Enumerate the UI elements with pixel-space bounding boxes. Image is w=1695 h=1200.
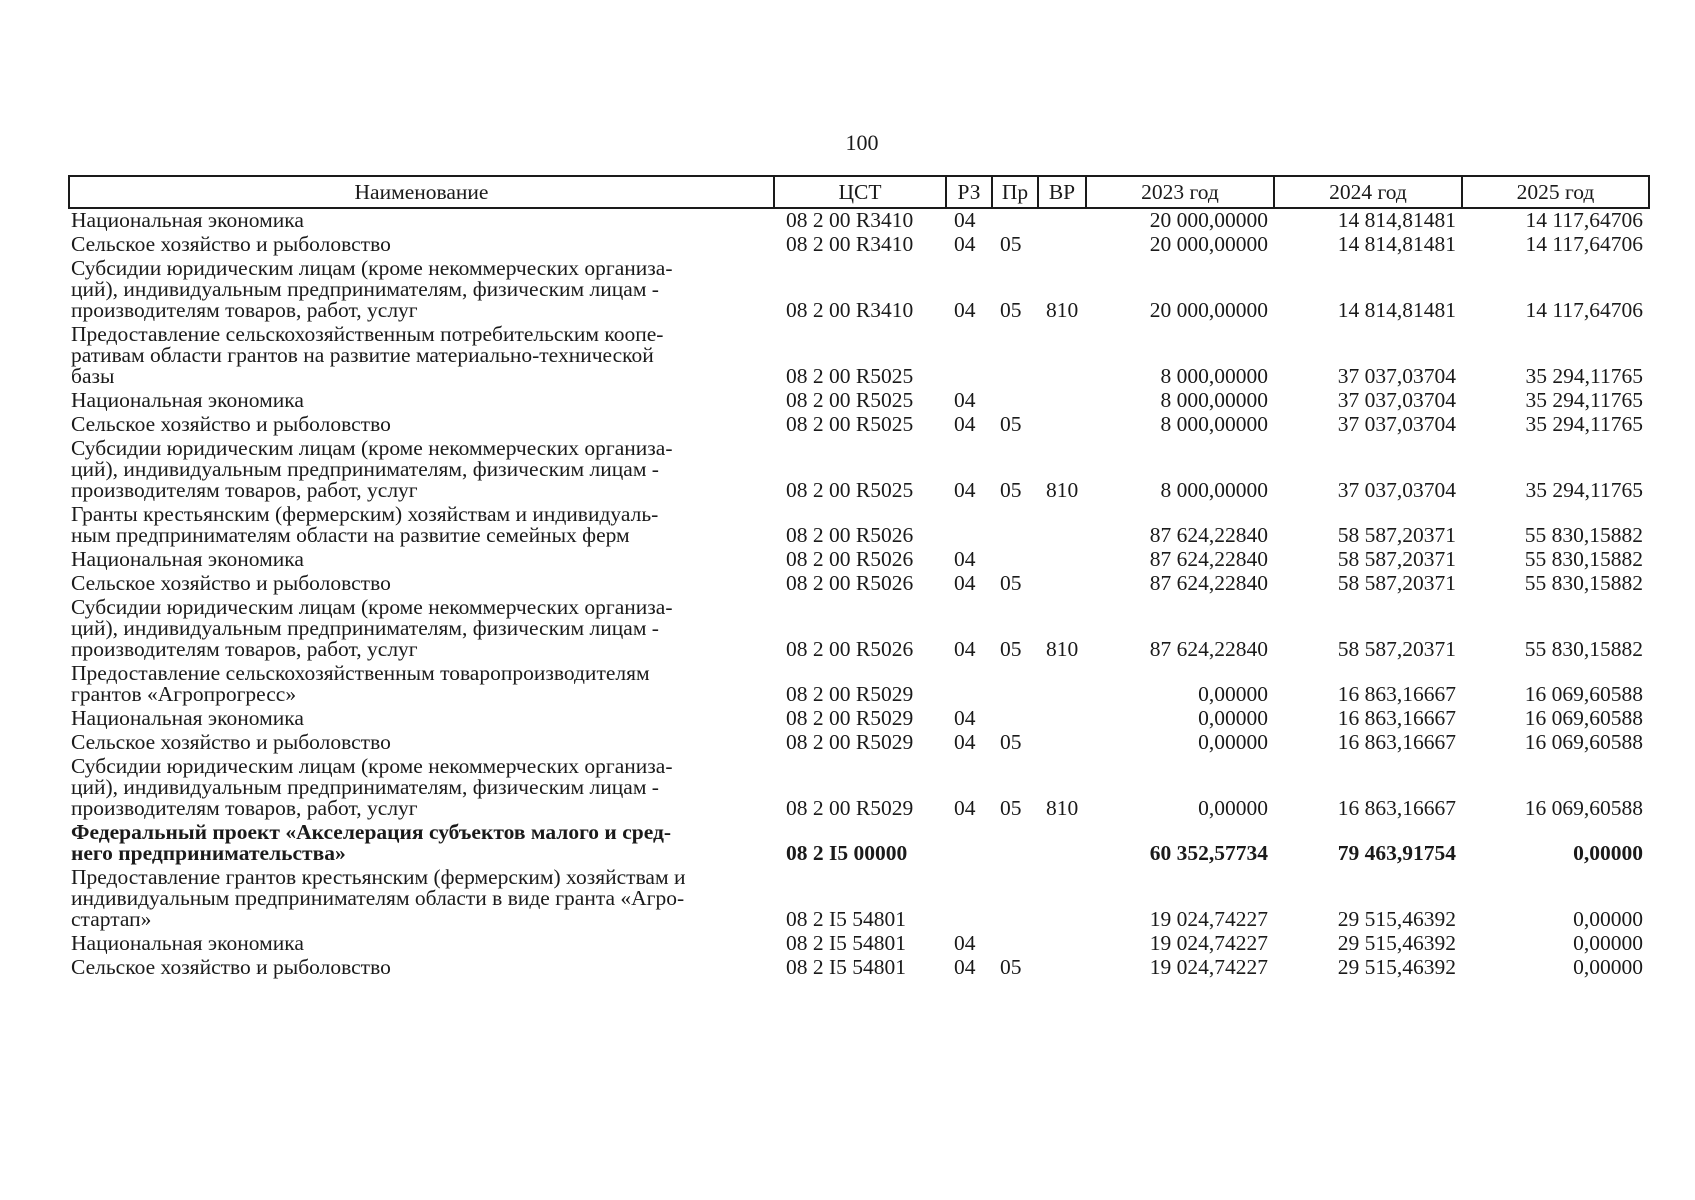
table-row [69, 662, 1649, 707]
cell-year-2025: 55 830,15882 [1524, 547, 1643, 571]
cell-vr: 810 [1046, 637, 1079, 661]
cell-vr [1038, 413, 1086, 437]
cell-year-2025: 16 069,60588 [1524, 706, 1643, 730]
cell-name-line: него предпринимательства» [71, 841, 346, 865]
cell-cst: 08 2 00 R5029 [786, 730, 914, 754]
cell-year-2023: 87 624,22840 [1149, 547, 1268, 571]
table-body [69, 208, 1649, 980]
cell-year-2025: 14 117,64706 [1525, 232, 1643, 256]
cell-pr [992, 932, 1038, 956]
cell-year-2024: 37 037,03704 [1337, 412, 1456, 436]
cell-vr [1038, 821, 1086, 866]
cell-rz: 04 [954, 706, 976, 730]
cell-name [69, 731, 774, 755]
cell-year-2024: 14 814,81481 [1337, 208, 1456, 232]
cell-pr: 05 [1000, 637, 1022, 661]
cell-year-2025: 0,00000 [1573, 931, 1643, 955]
cell-name [69, 932, 774, 956]
table-row [69, 233, 1649, 257]
cell-vr [1038, 866, 1086, 932]
cell-name-line: производителям товаров, работ, услуг [71, 796, 418, 820]
cell-cst: 08 2 00 R3410 [786, 232, 914, 256]
table-row [69, 389, 1649, 413]
cell-name-line: Национальная экономика [71, 931, 304, 955]
cell-year-2025: 55 830,15882 [1524, 523, 1643, 547]
cell-name-line: Национальная экономика [71, 208, 304, 232]
cell-rz: 04 [954, 796, 976, 820]
cell-vr [1038, 548, 1086, 572]
cell-vr [1038, 323, 1086, 389]
cell-name-line: Национальная экономика [71, 706, 304, 730]
cell-cst: 08 2 00 R3410 [786, 208, 914, 232]
cell-rz: 04 [954, 955, 976, 979]
cell-name-line: ным предпринимателям области на развитие семейных ферм [71, 523, 630, 547]
cell-name-line: ративам области грантов на развитие материально-технической [71, 343, 654, 367]
cell-name [69, 413, 774, 437]
cell-vr [1038, 956, 1086, 980]
cell-year-2023: 0,00000 [1198, 796, 1268, 820]
cell-year-2025: 35 294,11765 [1525, 412, 1643, 436]
cell-year-2023: 8 000,00000 [1160, 412, 1268, 436]
cell-year-2024: 58 587,20371 [1337, 637, 1456, 661]
table-row [69, 437, 1649, 503]
cell-name-line: Федеральный проект «Акселерация субъектов малого и сред- [71, 820, 671, 844]
cell-name-line: ций), индивидуальным предпринимателям, физическим лицам - [71, 457, 659, 481]
page-number: 100 [845, 130, 879, 155]
cell-name [69, 437, 774, 503]
cell-name-line: ций), индивидуальным предпринимателям, физическим лицам - [71, 775, 659, 799]
table-row [69, 707, 1649, 731]
cell-pr: 05 [1000, 571, 1022, 595]
cell-vr [1038, 662, 1086, 707]
cell-year-2023: 8 000,00000 [1160, 388, 1268, 412]
table-row [69, 956, 1649, 980]
cell-name-line: стартап» [71, 907, 152, 931]
cell-pr [992, 662, 1038, 707]
cell-year-2023: 20 000,00000 [1149, 298, 1268, 322]
cell-pr [992, 548, 1038, 572]
cell-vr [1038, 707, 1086, 731]
table-row [69, 755, 1649, 821]
cell-rz: 04 [954, 931, 976, 955]
table-row [69, 548, 1649, 572]
header-vr: ВР [1038, 176, 1086, 208]
cell-rz: 04 [954, 478, 976, 502]
table-row [69, 323, 1649, 389]
cell-year-2023: 87 624,22840 [1149, 523, 1268, 547]
cell-name-line: Субсидии юридическим лицам (кроме некоммерческих организа- [71, 256, 673, 280]
cell-year-2024: 37 037,03704 [1337, 364, 1456, 388]
cell-vr [1038, 233, 1086, 257]
cell-name-line: Национальная экономика [71, 547, 304, 571]
cell-name-line: Сельское хозяйство и рыболовство [71, 730, 391, 754]
cell-pr: 05 [1000, 478, 1022, 502]
cell-rz: 04 [954, 208, 976, 232]
cell-cst: 08 2 00 R5029 [786, 796, 914, 820]
cell-name [69, 707, 774, 731]
table-row [69, 932, 1649, 956]
cell-year-2023: 19 024,74227 [1149, 931, 1268, 955]
table-row [69, 503, 1649, 548]
cell-name [69, 572, 774, 596]
table-row [69, 731, 1649, 755]
cell-name [69, 548, 774, 572]
cell-rz [946, 323, 992, 389]
header-year-2023: 2023 год [1086, 176, 1274, 208]
cell-name [69, 257, 774, 323]
cell-year-2024: 14 814,81481 [1337, 232, 1456, 256]
cell-rz [946, 821, 992, 866]
cell-name-line: Сельское хозяйство и рыболовство [71, 571, 391, 595]
cell-cst: 08 2 00 R5025 [786, 478, 914, 502]
cell-cst: 08 2 00 R5025 [786, 364, 914, 388]
cell-year-2024: 16 863,16667 [1337, 730, 1456, 754]
cell-cst: 08 2 00 R5026 [786, 571, 914, 595]
cell-year-2024: 37 037,03704 [1337, 478, 1456, 502]
header-row [69, 176, 1649, 208]
cell-year-2024: 37 037,03704 [1337, 388, 1456, 412]
cell-pr: 05 [1000, 298, 1022, 322]
cell-year-2023: 19 024,74227 [1149, 907, 1268, 931]
cell-pr [992, 866, 1038, 932]
cell-cst: 08 2 00 R5029 [786, 706, 914, 730]
cell-rz: 04 [954, 571, 976, 595]
cell-vr [1038, 503, 1086, 548]
cell-year-2023: 60 352,57734 [1149, 841, 1268, 865]
cell-year-2025: 16 069,60588 [1524, 730, 1643, 754]
budget-table-wrapper [68, 175, 1648, 980]
cell-pr [992, 707, 1038, 731]
cell-name-line: производителям товаров, работ, услуг [71, 298, 418, 322]
cell-name-line: ций), индивидуальным предпринимателям, физическим лицам - [71, 616, 659, 640]
cell-pr [992, 208, 1038, 233]
cell-pr: 05 [1000, 730, 1022, 754]
table-row [69, 821, 1649, 866]
header-name: Наименование [69, 176, 774, 208]
header-pr: Пр [992, 176, 1038, 208]
table-row [69, 208, 1649, 233]
cell-name-line: ций), индивидуальным предпринимателям, физическим лицам - [71, 277, 659, 301]
cell-name-line: индивидуальным предпринимателям области в виде гранта «Агро- [71, 886, 685, 910]
header-year-2025: 2025 год [1462, 176, 1649, 208]
cell-year-2023: 8 000,00000 [1160, 364, 1268, 388]
cell-rz: 04 [954, 637, 976, 661]
cell-name [69, 866, 774, 932]
cell-name [69, 821, 774, 866]
cell-name-line: Сельское хозяйство и рыболовство [71, 955, 391, 979]
cell-cst: 08 2 I5 54801 [786, 907, 907, 931]
cell-rz [946, 662, 992, 707]
cell-vr [1038, 731, 1086, 755]
cell-pr [992, 821, 1038, 866]
cell-cst: 08 2 00 R5025 [786, 388, 914, 412]
cell-rz: 04 [954, 412, 976, 436]
cell-year-2025: 14 117,64706 [1525, 298, 1643, 322]
cell-vr: 810 [1046, 478, 1079, 502]
cell-name-line: Предоставление сельскохозяйственным потребительским коопе- [71, 322, 664, 346]
cell-name [69, 662, 774, 707]
cell-year-2024: 29 515,46392 [1337, 907, 1456, 931]
cell-rz [946, 866, 992, 932]
cell-year-2025: 0,00000 [1573, 907, 1643, 931]
cell-name [69, 596, 774, 662]
cell-vr [1038, 932, 1086, 956]
cell-name-line: производителям товаров, работ, услуг [71, 637, 418, 661]
cell-cst: 08 2 I5 54801 [786, 955, 907, 979]
cell-vr: 810 [1046, 298, 1079, 322]
header-rz: РЗ [946, 176, 992, 208]
cell-name-line: базы [71, 364, 115, 388]
cell-name-line: Национальная экономика [71, 388, 304, 412]
table-row [69, 572, 1649, 596]
cell-name-line: Сельское хозяйство и рыболовство [71, 412, 391, 436]
header-year-2024: 2024 год [1274, 176, 1462, 208]
cell-cst: 08 2 I5 00000 [786, 841, 908, 865]
cell-year-2025: 35 294,11765 [1525, 388, 1643, 412]
cell-year-2024: 29 515,46392 [1337, 931, 1456, 955]
cell-cst: 08 2 00 R5029 [786, 682, 914, 706]
cell-year-2024: 16 863,16667 [1337, 796, 1456, 820]
cell-rz [946, 503, 992, 548]
cell-year-2023: 87 624,22840 [1149, 637, 1268, 661]
cell-name-line: Предоставление сельскохозяйственным товаропроизводителям [71, 661, 650, 685]
cell-year-2025: 0,00000 [1573, 841, 1643, 865]
cell-rz: 04 [954, 547, 976, 571]
cell-name-line: Предоставление грантов крестьянским (фермерским) хозяйствам и [71, 865, 686, 889]
cell-year-2024: 14 814,81481 [1337, 298, 1456, 322]
header-cst: ЦСТ [774, 176, 946, 208]
cell-year-2024: 79 463,91754 [1337, 841, 1456, 865]
cell-name [69, 389, 774, 413]
cell-cst: 08 2 00 R3410 [786, 298, 914, 322]
cell-cst: 08 2 00 R5026 [786, 547, 914, 571]
cell-year-2024: 58 587,20371 [1337, 523, 1456, 547]
cell-year-2023: 0,00000 [1198, 706, 1268, 730]
cell-vr: 810 [1046, 796, 1079, 820]
cell-year-2024: 58 587,20371 [1337, 547, 1456, 571]
cell-year-2024: 16 863,16667 [1337, 682, 1456, 706]
cell-year-2023: 20 000,00000 [1149, 232, 1268, 256]
cell-name [69, 233, 774, 257]
cell-pr: 05 [1000, 796, 1022, 820]
cell-name [69, 323, 774, 389]
cell-name-line: Субсидии юридическим лицам (кроме некоммерческих организа- [71, 436, 673, 460]
cell-year-2025: 16 069,60588 [1524, 796, 1643, 820]
cell-name [69, 503, 774, 548]
cell-year-2025: 16 069,60588 [1524, 682, 1643, 706]
cell-cst: 08 2 00 R5025 [786, 412, 914, 436]
cell-cst: 08 2 I5 54801 [786, 931, 907, 955]
cell-name-line: производителям товаров, работ, услуг [71, 478, 418, 502]
cell-pr [992, 389, 1038, 413]
cell-vr [1038, 389, 1086, 413]
cell-name-line: Гранты крестьянским (фермерским) хозяйствам и индивидуаль- [71, 502, 659, 526]
cell-year-2025: 55 830,15882 [1524, 637, 1643, 661]
cell-vr [1038, 208, 1086, 233]
cell-year-2023: 19 024,74227 [1149, 955, 1268, 979]
cell-rz: 04 [954, 388, 976, 412]
cell-year-2025: 35 294,11765 [1525, 364, 1643, 388]
cell-year-2023: 0,00000 [1198, 682, 1268, 706]
cell-year-2024: 58 587,20371 [1337, 571, 1456, 595]
cell-year-2023: 8 000,00000 [1160, 478, 1268, 502]
cell-name [69, 208, 774, 233]
cell-pr: 05 [1000, 955, 1022, 979]
table-header [69, 176, 1649, 208]
budget-table [68, 175, 1650, 980]
cell-name-line: Сельское хозяйство и рыболовство [71, 232, 391, 256]
cell-name-line: Субсидии юридическим лицам (кроме некоммерческих организа- [71, 595, 673, 619]
cell-rz: 04 [954, 298, 976, 322]
cell-pr [992, 503, 1038, 548]
cell-rz: 04 [954, 730, 976, 754]
cell-year-2025: 55 830,15882 [1524, 571, 1643, 595]
cell-year-2023: 0,00000 [1198, 730, 1268, 754]
table-row [69, 596, 1649, 662]
cell-pr [992, 323, 1038, 389]
cell-year-2025: 35 294,11765 [1525, 478, 1643, 502]
cell-vr [1038, 572, 1086, 596]
cell-year-2023: 20 000,00000 [1149, 208, 1268, 232]
cell-year-2025: 14 117,64706 [1525, 208, 1643, 232]
cell-rz: 04 [954, 232, 976, 256]
cell-name-line: Субсидии юридическим лицам (кроме некоммерческих организа- [71, 754, 673, 778]
table-row [69, 866, 1649, 932]
table-row [69, 413, 1649, 437]
cell-year-2024: 16 863,16667 [1337, 706, 1456, 730]
cell-year-2023: 87 624,22840 [1149, 571, 1268, 595]
cell-year-2024: 29 515,46392 [1337, 955, 1456, 979]
cell-name [69, 956, 774, 980]
cell-cst: 08 2 00 R5026 [786, 637, 914, 661]
cell-pr: 05 [1000, 412, 1022, 436]
cell-cst: 08 2 00 R5026 [786, 523, 914, 547]
cell-pr: 05 [1000, 232, 1022, 256]
table-row [69, 257, 1649, 323]
cell-name-line: грантов «Агропрогресс» [71, 682, 297, 706]
cell-year-2025: 0,00000 [1573, 955, 1643, 979]
cell-name [69, 755, 774, 821]
